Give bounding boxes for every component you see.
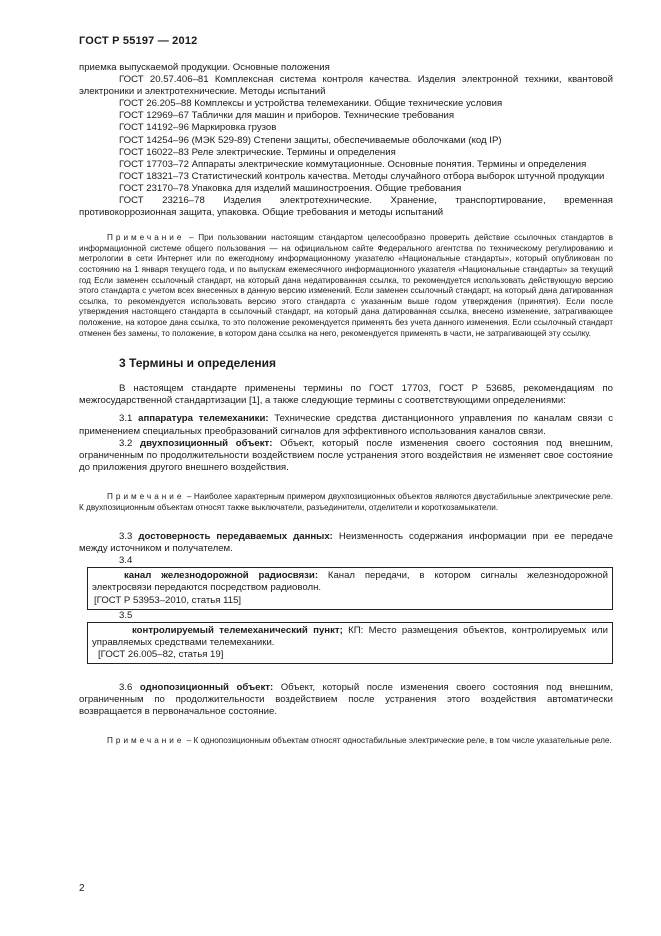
page-header: ГОСТ Р 55197 — 2012 xyxy=(79,35,198,47)
note-label: Примечание xyxy=(107,491,185,501)
term-number: 3.5 xyxy=(119,609,133,621)
term-3-2 xyxy=(79,438,613,474)
term-3-6 xyxy=(79,682,613,718)
boxed-term xyxy=(92,625,608,649)
reference-item: ГОСТ 14254–96 (МЭК 529-89) Степени защиты, обеспечиваемые оболочками (код IP) xyxy=(119,134,502,146)
term-number: 3.4 xyxy=(119,555,133,567)
reference-item: ГОСТ 26.205–88 Комплексы и устройства телемеханики. Общие технические условия xyxy=(119,98,503,110)
note-label: Примечание xyxy=(107,233,185,243)
reference-item: ГОСТ 14192–96 Маркировка грузов xyxy=(119,122,277,134)
reference-item: ГОСТ 12969–67 Таблички для машин и приборов. Технические требования xyxy=(119,110,455,122)
section-intro: В настоящем стандарте применены термины по ГОСТ 17703, ГОСТ Р 53685, рекомендациям по межгосударственной стандартизации [1], а также следующие термины с соответствующими определениями: xyxy=(79,383,613,407)
term-abbreviation: КП: xyxy=(342,624,364,636)
page-content xyxy=(79,62,613,747)
reference-item: ГОСТ 23170–78 Упаковка для изделий машиностроения. Общие требования xyxy=(119,182,462,194)
reference-item: ГОСТ 20.57.406–81 Комплексная система контроля качества. Изделия электронной техники, квантовой электроники и электротехнические. Методы испытаний xyxy=(79,74,613,98)
term-name: контролируемый телемеханический пункт; xyxy=(132,624,343,636)
term-definition: Объект, который после изменения своего состояния под внешним, ограниченным по продолжительности воздействием после устранения этого воздействия автоматически возвращается в первоначальное состояние. xyxy=(79,682,613,718)
term-3-5-box xyxy=(87,622,613,664)
term-definition: Объект, который после изменения своего состояния под внешним, ограниченным по продолжительности воздействием после устранения этого воздействия не изменяет свое состояние до приложения другого внешнего воздействия. xyxy=(79,437,613,473)
term-definition: Технические средства дистанционного управления по каналам связи с применением специальных преобразований сигналов для эффективного использования каналов связи. xyxy=(79,413,613,437)
term-number: 3.1 xyxy=(119,413,139,425)
note-label: Примечание xyxy=(107,736,185,746)
note-text: – К однопозиционным объектам относят одностабильные электрические реле, в том числе указательные реле. xyxy=(184,736,612,746)
term-number: 3.6 xyxy=(119,682,140,694)
note-block xyxy=(79,736,613,747)
term-source: [ГОСТ Р 53953–2010, статья 115] xyxy=(94,594,242,606)
reference-continuation: приемка выпускаемой продукции. Основные положения xyxy=(79,62,330,73)
note-block xyxy=(79,233,613,339)
term-number: 3.3 xyxy=(119,531,139,543)
term-definition: Канал передачи, в котором сигналы железнодорожной электросвязи передаются посредством радиоволн. xyxy=(92,570,609,594)
section-heading: 3 Термины и определения xyxy=(119,356,277,371)
reference-item: ГОСТ 16022–83 Реле электрические. Термины и определения xyxy=(119,146,396,158)
term-source: [ГОСТ 26.005–82, статья 19] xyxy=(98,648,224,660)
reference-item: ГОСТ 17703–72 Аппараты электрические коммутационные. Основные понятия. Термины и определения xyxy=(119,158,587,170)
term-definition: Неизменность содержания информации при ее передаче между источником и получателем. xyxy=(79,531,614,555)
note-block xyxy=(79,492,613,513)
term-3-3 xyxy=(79,531,613,555)
term-name: двухпозиционный объект: xyxy=(140,437,273,449)
page-number: 2 xyxy=(79,883,85,894)
note-text: – При пользовании настоящим стандартом целесообразно проверить действие ссылочных стандартов в информационной системе общего пользования — на официальном сайте Федерального агентства по техническому регулированию и метрологии в сети Интернет или по ежегодному информационному указателю «Национальные стандарты», который опубликован по состоянию на 1 января текущего года, и по выпускам ежемесячного информационного указателя «Национальные стандарты» за текущий год Если заменен ссылочный стандарт, на который дана недатированная ссылка, то рекомендуется использовать действующую версию этого стандарта с учетом всех внесенных в данную версию изменений. Если заменен ссылочный стандарт, на который дана датированная ссылка, то рекомендуется использовать версию этого стандарта с указанным выше годом утверждения (принятия). Если после утверждения настоящего стандарта в ссылочный стандарт, на который дана датированная ссылка, внесено изменение, затрагивающее положение, на которое дана ссылка, то это положение рекомендуется применять без учета данного изменения. Если ссылочный стандарт отменен без замены, то положение, в котором дана ссылка на него, рекомендуется применять в части, не затрагивающей эту ссылку. xyxy=(79,233,613,338)
term-number: 3.2 xyxy=(119,437,140,449)
term-definition: Место размещения объектов, контролируемых или управляемых средствами телемеханики. xyxy=(92,624,608,648)
term-3-1 xyxy=(79,413,613,437)
term-name: достоверность передаваемых данных: xyxy=(138,531,333,543)
boxed-term xyxy=(92,570,608,594)
reference-item: ГОСТ 18321–73 Статистический контроль качества. Методы случайного отбора выборок штучной продукции xyxy=(119,170,605,182)
term-3-4-box xyxy=(87,567,613,609)
term-name: канал железнодорожной радиосвязи: xyxy=(124,570,319,582)
reference-item: ГОСТ 23216–78 Изделия электротехнические. Хранение, транспортирование, временная противокоррозионная защита, упаковка. Общие требования и методы испытаний xyxy=(79,195,613,219)
note-text: – Наиболее характерным примером двухпозиционных объектов являются двустабильные электрические реле. К двухпозиционным объектам относят также выключатели, разъединители, отделители и короткозамыкатели. xyxy=(79,491,613,512)
term-name: аппаратура телемеханики: xyxy=(138,413,269,425)
term-name: однопозиционный объект: xyxy=(139,682,274,694)
